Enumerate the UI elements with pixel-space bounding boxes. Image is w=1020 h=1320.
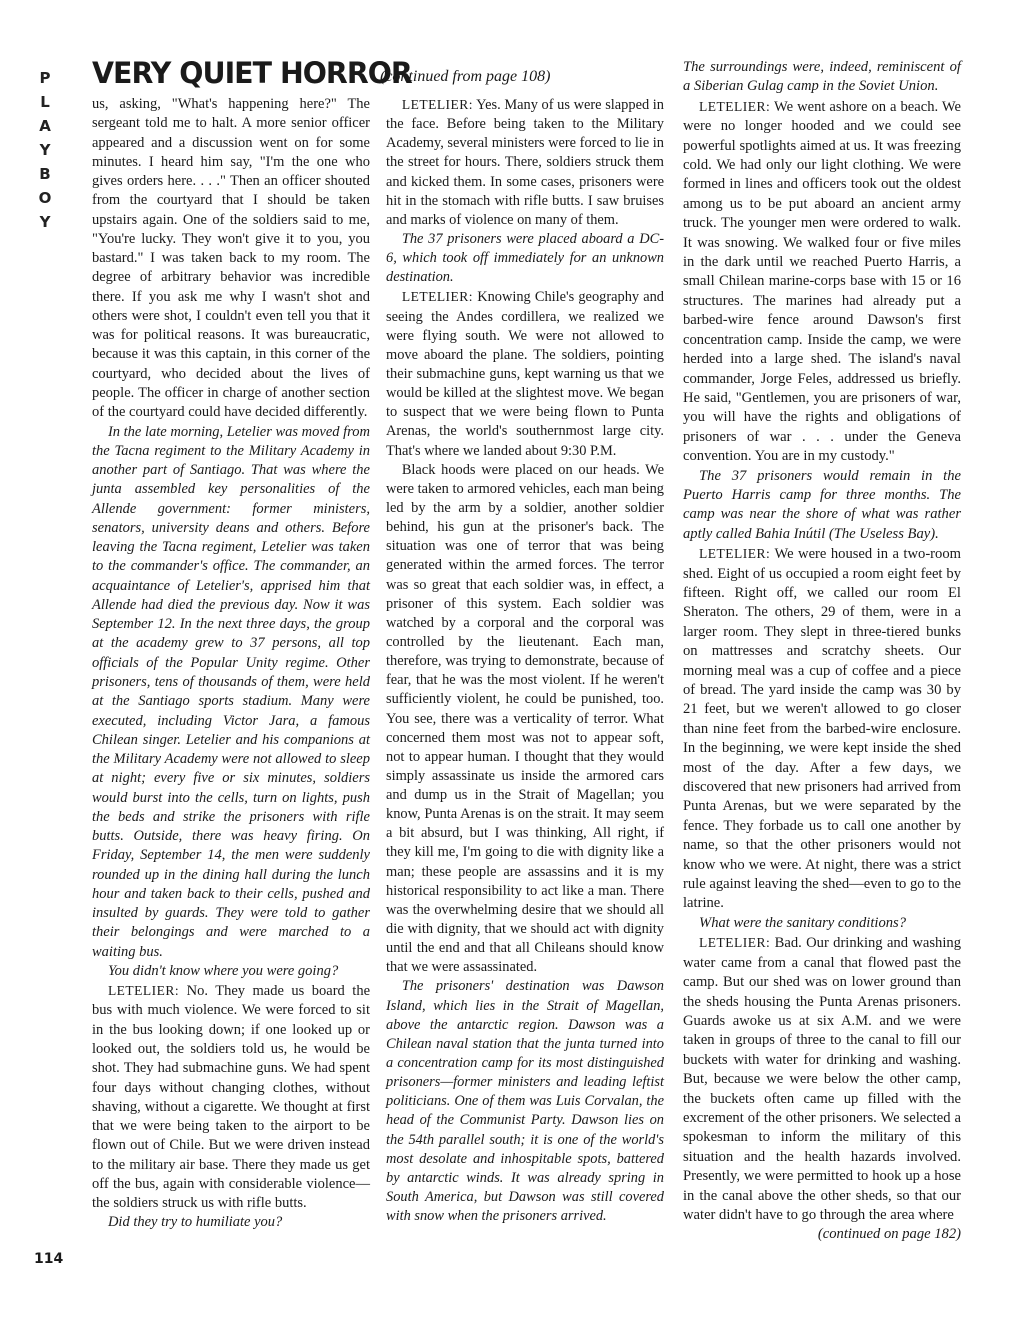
interview-question: In the late morning, Letelier was moved from the Tacna regiment to the Military Academy in another part of Santiago. That was where the junta assembled key personalities of the Allende government: former ministers, senators, university deans and others. Before leaving the Tacna regiment, Letelier was taken to the commander's office. The commander, an acquaintance of Letelier's, apprised him that Allende had died the previous day. Now it was September 12. In the next three days, the group at the academy grew to 37 persons, all top officials of the Popular Unity regime. Other prisoners, tens of thousands of them, were held at the Santiago sports stadium. Many were executed, including Victor Jara, a famous Chilean singer. Letelier and his companions at the Military Academy were not allowed to sleep at night; every five or six minutes, soldiers would burst into the cells, turn on lights, push the beds and strike the prisoners with rifle butts. Outside, there was heavy firing. On Friday, September 14, the men were suddenly rounded up in the dining hall during the lunch hour and taken back to their cells, pushed and insulted by guards. They were told to gather their belongings and were marched to a waiting bus. (92, 423, 370, 960)
interview-answer (92, 981, 370, 1213)
magazine-letter: L (40, 93, 50, 111)
paragraph: us, asking, "What's happening here?" The sergeant told me to halt. A more senior officer appeared and a discussion went on for some minutes. I heard him say, "I'm the one who gives orders here. . . ." Then an officer shouted from the courtyard that I should be taken upstairs again. One of the soldiers said to me, "You're lucky. They won't give it to you, you bastard." I was taken back to my room. The degree of arbitrary behavior was incredible there. If you ask me why I wasn't shot and others were shot, I couldn't even tell you that it was for political reasons. It was bureaucratic, because it was this captain, in this corner of the courtyard, who decided about the lives of people. The officer in charge of another section of the courtyard could have decided differently. (92, 96, 370, 421)
interview-question: The prisoners' destination was Dawson Island, which lies in the Strait of Magellan, above the antarctic region. Dawson was a Chilean naval station that the junta turned into a concentration camp for its most distinguished prisoners—former ministers and leading leftist politicians. One of them was Luis Corvalan, the head of the Communist Party. Dawson lies on the 54th parallel south; it is one of the world's most desolate and inhospitable spots, battered by antarctic winds. It was already spring in South America, but Dawson was still covered with snow when the prisoners arrived. (386, 978, 664, 1225)
speaker-label: LETELIER: (699, 935, 771, 951)
article-headline: VERY QUIET HORROR (92, 56, 412, 90)
interview-question: The 37 prisoners would remain in the Puerto Harris camp for three months. The camp was near the shore of what was rather aptly called Bahia Inútil (The Useless Bay). (683, 467, 961, 542)
speaker-label: LETELIER: (401, 289, 474, 305)
magazine-letter: B (39, 165, 51, 183)
interview-answer (386, 95, 664, 230)
article-column-3 (683, 58, 961, 1245)
speaker-label: LETELIER: (699, 546, 771, 562)
magazine-letter: O (38, 189, 52, 207)
magazine-letter: Y (39, 213, 51, 231)
magazine-letter: Y (39, 141, 51, 159)
speaker-label: LETELIER: (699, 98, 771, 114)
interview-answer (683, 544, 961, 914)
answer-text: Knowing Chile's geography and seeing the Andes cordillera, we realized we were flying south. We were not allowed to move aboard the plane. The soldiers, pointing their submachine guns, kept warning us that we would be killed at the slightest move. We began to suspect that we were being flown to Punta Arenas, the world's southernmost large city. That's where we landed about 9:30 P.M. (386, 289, 664, 459)
page-number: 114 (34, 1251, 64, 1267)
answer-text: Bad. Our drinking and washing water came from a canal that flowed past the camp. But our shed was on lower ground than the sheds housing the Punta Arenas prisoners. Guards awoke us at six A.M. and we were taken in groups of three to the canal to fill our buckets with water for drinking and washing. But, because we were below the other camp, the buckets often came up filled with the excrement of the other prisoners. We selected a spokesman to inform the military of this situation and the health hazards involved. Presently, we were permitted to hook up a hose in the canal above the other sheds, so that our water didn't have to go through the area where (683, 935, 961, 1223)
interview-answer (683, 933, 961, 1225)
continued-on-note: (continued on page 182) (817, 1226, 961, 1243)
answer-text: No. They made us board the bus with much violence. We were forced to sit in the bus looking down; if one looked up or looked out, the soldiers told us, he would be shot. They had submachine guns. We had spent four days without changing clothes, without shaving, without a cigarette. We thought at first that we were being taken to the airport to be flown out of Chile. But we were driven instead to the military air base. There they made us get off the bus, again with considerable violence—the soldiers struck us with rifle butts. (92, 983, 371, 1212)
paragraph: Black hoods were placed on our heads. We were taken to armored vehicles, each man being led by the arm by a soldier, another soldier behind, his gun at the prisoner's back. The situation was one of terror that was being generated within the armed forces. The terror was so great that each soldier was, in effect, a prisoner of this system. Each soldier was watched by a corporal and the corporal was controlled by the lieutenant. Each man, therefore, was trying to demonstrate, because of fear, that he was the most violent. If he weren't sufficiently violent, he could be punished, too. You see, there was a verticality of terror. What concerned them most was not to appear soft, not to appear human. I thought that they would simply assassinate us inside the armored cars and dump us in the Strait of Magellan; you know, Punta Arenas is on the strait. It may seem a bit absurd, but I was thinking, All right, if they kill me, I'm going to die with dignity like a man; these people are assassins and it is my historical responsibility to act like a man. There was the overwhelming desire that we should all die with dignity, that we should act with dignity until the end and that all Chileans should know that we were assassinated. (386, 461, 664, 976)
article-column-2 (386, 95, 664, 1226)
interview-answer (386, 287, 664, 460)
speaker-label: LETELIER: (401, 97, 474, 112)
continued-from-note: (continued from page 108) (380, 68, 551, 85)
interview-question: The 37 prisoners were placed aboard a DC-6, which took off immediately for an unknown destination. (386, 230, 664, 286)
interview-question: What were the sanitary conditions? (699, 914, 907, 931)
magazine-name-vertical (34, 66, 56, 234)
speaker-label: LETELIER: (107, 983, 180, 999)
article-column-1 (92, 95, 370, 1233)
answer-text: Yes. Many of us were slapped in the face. Before being taken to the Military Academy, several ministers were forced to lie in the street for hours. There, soldiers struck them and kicked them. In some cases, prisoners were hit in the stomach with rifle butts. I saw bruises and marks of violence on many of them. (386, 97, 664, 228)
interview-answer (683, 97, 961, 467)
magazine-letter: P (39, 69, 51, 87)
answer-text: We were housed in a two-room shed. Eight of us occupied a room eight feet by fifteen. Right off, we called our room El Sheraton. The others, 29 of them, were in a larger room. They slept in three-tiered bunks on mattresses and scratchy sheets. Our morning meal was a cup of coffee and a piece of bread. The yard inside the camp was 30 by 21 feet, but we weren't allowed to go closer than nine feet from the barbed-wire enclosure. In the beginning, we were kept inside the shed most of the day. After a few days, we discovered that new prisoners had arrived from Punta Arenas, but we were separated by the fence. They forbade us to call one another by name, so that the other prisoners would not know who we were. At night, there was a strict rule against leaving the shed—even to go to the latrine. (683, 546, 962, 912)
interview-question: Did they try to humiliate you? (107, 1214, 283, 1231)
magazine-letter: A (39, 117, 51, 135)
answer-text: We went ashore on a beach. We were no longer hooded and we could see powerful spotlights aimed at us. It was freezing cold. We had only our light clothing. We were formed in lines and officers took out the oldest among us to be put aboard an ancient army truck. The younger men were ordered to walk. It was snowing. We walked four or five miles in the dark until we reached Puerto Harris, a small Chilean marine-corps base with 15 or 16 structures. The marines had already put a barbed-wire fence around Dawson's first concentration camp. Inside the camp, we were herded into a large shed. The island's naval commander, Jorge Feles, addressed us briefly. He said, "Gentlemen, you are prisoners of war, you will have the rights and obligations of prisoners of war . . . under the Geneva convention. You are in my custody." (683, 98, 961, 465)
interview-question: You didn't know where you were going? (107, 962, 339, 979)
interview-question: The surroundings were, indeed, reminiscent of a Siberian Gulag camp in the Soviet Union. (683, 59, 961, 95)
